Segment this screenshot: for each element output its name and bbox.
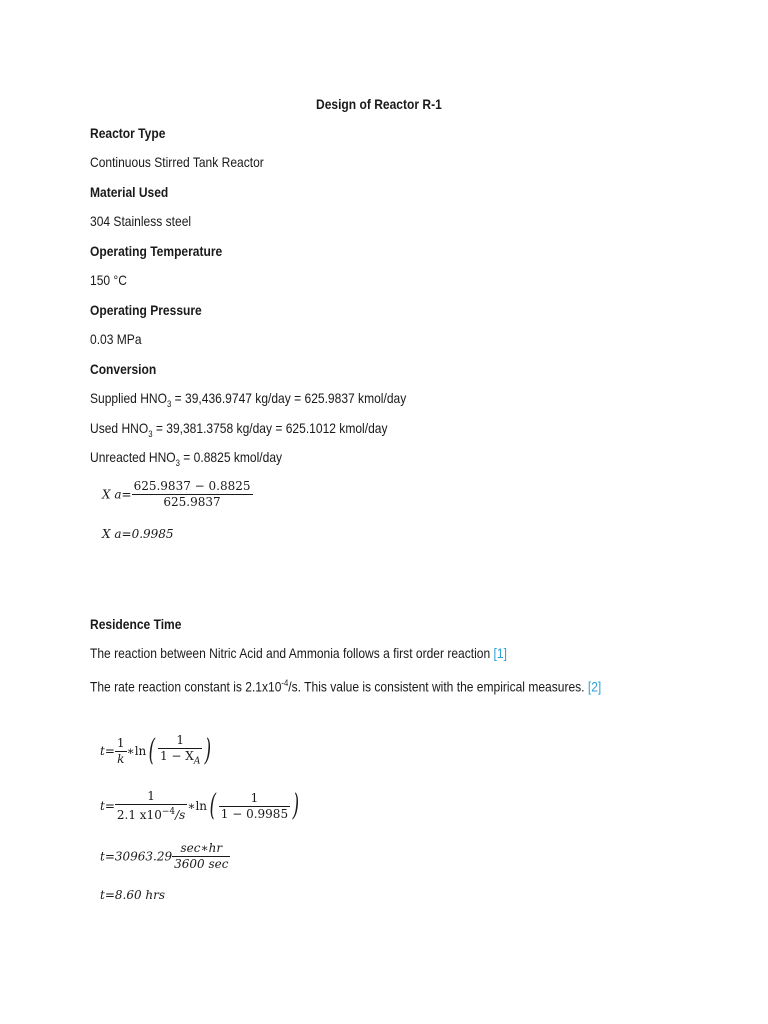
residence-time-result: t=8.60 hrs [100,888,166,902]
material-value: 304 Stainless steel [90,213,192,229]
pressure-heading: Operating Pressure [90,302,202,318]
conversion-equation: X a= $\frac{625.9837 - 0.8825}{625.9837}$ [102,479,251,509]
reactor-type-value: Continuous Stirred Tank Reactor [90,154,264,170]
temperature-value: 150 °C [90,272,127,288]
material-heading: Material Used [90,184,169,200]
residence-time-formula: t= $\frac{1}{k}$ ∗ln( $\frac{1}{1 - X_A}$ ) [100,733,212,769]
used-hno3-line: Used $HNO_3 = 39,381.3758$ kg/day = 625.1012 kmol/day [90,420,388,439]
residence-time-heading: Residence Time [90,616,182,632]
conversion-heading: Conversion [90,361,157,377]
reference-link-1[interactable]: [1] [493,645,507,661]
rate-constant-line: The rate reaction constant is $2.1x10^{-4}/s$. This value is consistent with the empirical measures. [2] [90,678,602,695]
conversion-result: X a=0.9985 [102,527,174,541]
first-order-reaction-line: The reaction between Nitric Acid and Ammonia follows a first order reaction [1] [90,645,507,661]
reactor-type-heading: Reactor Type [90,125,166,141]
page-title: Design of Reactor R-1 [316,96,442,112]
reference-link-2[interactable]: [2] [587,678,602,695]
unreacted-hno3-line: Unreacted $HNO_3 = 0.8825$ kmol/day [90,449,283,468]
residence-time-seconds: t=30963.29 $\frac{\sec∗hr}{3600 \sec}$ [100,841,229,871]
pressure-value: 0.03 MPa [90,331,142,347]
temperature-heading: Operating Temperature [90,243,223,259]
residence-time-substituted: t= $\frac{1}{2.1 x10^{-4}/s}$ ∗ln( $\frac{1}{1 - 0.9985}$ ) [100,788,300,823]
supplied-hno3-line: Supplied $HNO_3 = 39,436.9747$ kg/day = 625.9837 kmol/day [90,390,407,409]
